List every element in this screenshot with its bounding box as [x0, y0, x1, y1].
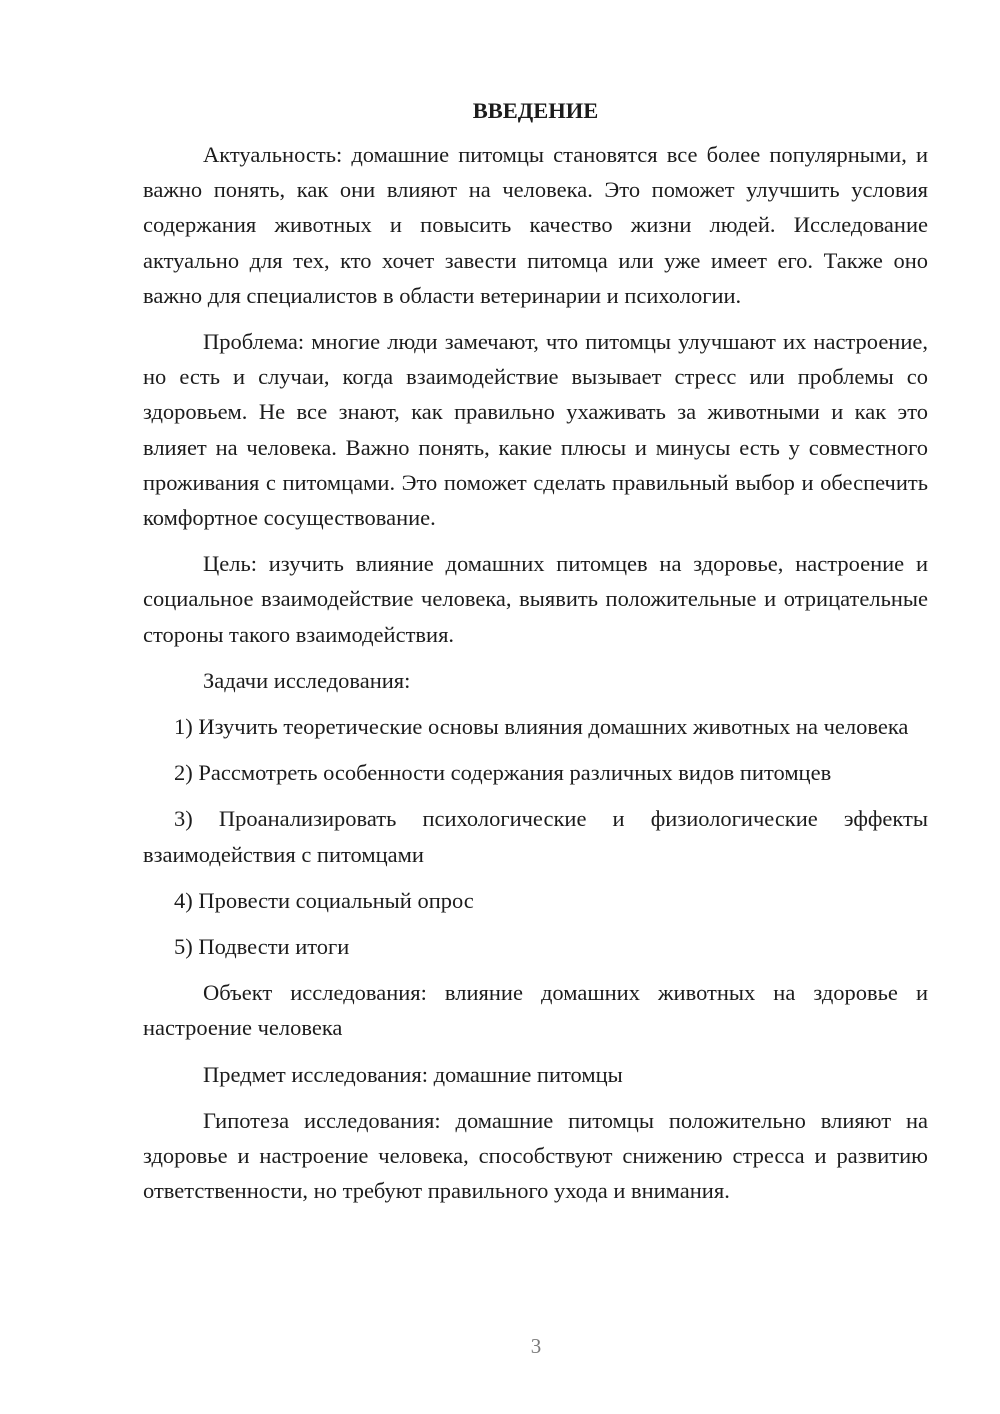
list-item: 2) Рассмотреть особенности содержания различных видов питомцев [174, 760, 832, 786]
subject-paragraph: Предмет исследования: домашние питомцы [203, 1061, 623, 1087]
list-item: 4) Провести социальный опрос [174, 887, 474, 913]
relevance-paragraph: Актуальность: домашние питомцы становятся все более популярными, и важно понять, как они влияют на человека. Это поможет улучшить условия содержания животных и повысить качество жизни людей. Исследование актуально для тех, кто хочет завести питомца или уже имеет его. Также оно важно для специалистов в области ветеринарии и психологии. [143, 142, 928, 308]
hypothesis-paragraph: Гипотеза исследования: домашние питомцы положительно влияют на здоровье и настроение человека, способствуют снижению стресса и развитию ответственности, но требуют правильного ухода и внимания. [143, 1107, 928, 1204]
goal-paragraph: Цель: изучить влияние домашних питомцев на здоровье, настроение и социальное взаимодействие человека, выявить положительные и отрицательные стороны такого взаимодействия. [143, 551, 928, 647]
list-item: 3) Проанализировать психологические и физиологические эффекты взаимодействия с питомцами [143, 806, 928, 867]
page-number: 3 [530, 1334, 542, 1358]
list-item: 1) Изучить теоретические основы влияния домашних животных на человека [174, 714, 909, 740]
list-item: 5) Подвести итоги [174, 934, 350, 960]
page-title: ВВЕДЕНИЕ [472, 98, 599, 123]
problem-paragraph: Проблема: многие люди замечают, что питомцы улучшают их настроение, но есть и случаи, когда взаимодействие вызывает стресс или проблемы со здоровьем. Не все знают, как правильно ухаживать за животными и как это влияет на человека. Важно понять, какие плюсы и минусы есть у совместного проживания с питомцами. Это поможет сделать правильный выбор и обеспечить комфортное сосуществование. [143, 329, 928, 531]
object-paragraph: Объект исследования: влияние домашних животных на здоровье и настроение человека [143, 980, 928, 1041]
document-page [143, 94, 928, 1208]
tasks-heading: Задачи исследования: [203, 667, 411, 693]
